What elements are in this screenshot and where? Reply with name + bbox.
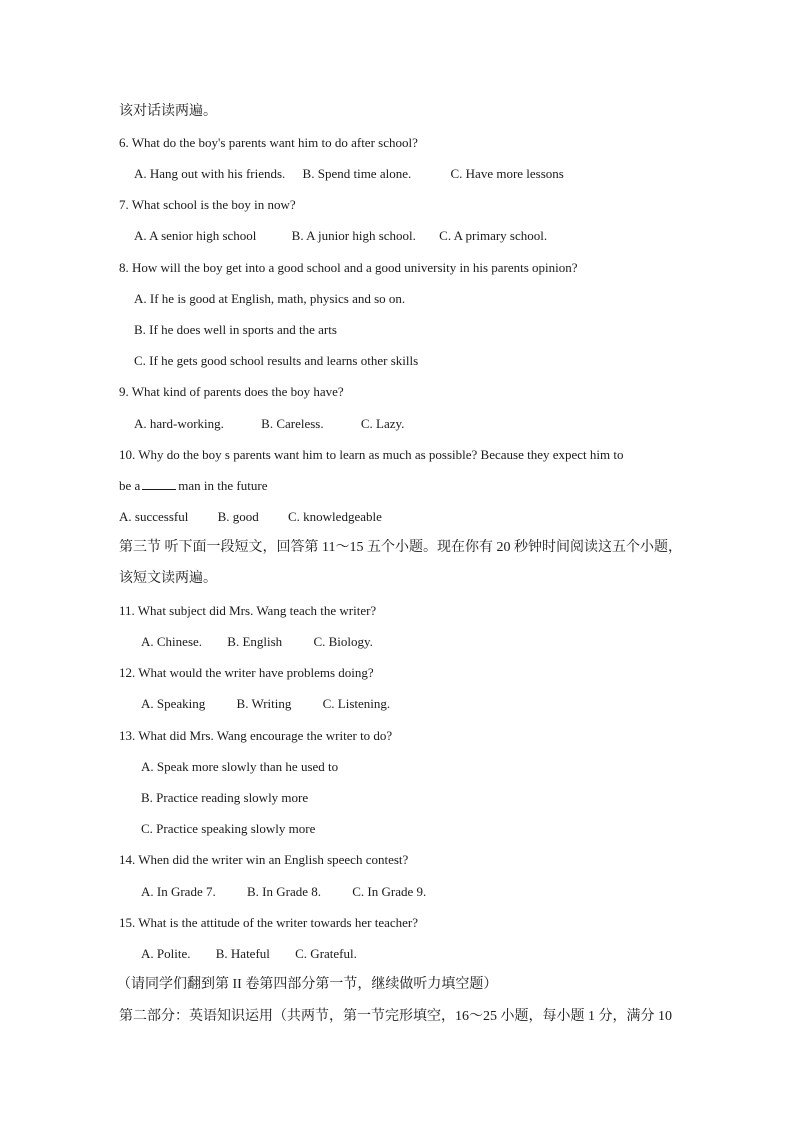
question-10-text-after-blank: man in the future	[178, 478, 268, 493]
option-b: B. A junior high school.	[291, 228, 416, 243]
question-10-text-before-blank: be a	[119, 478, 141, 493]
question-13-option-b: B. Practice reading slowly more	[141, 790, 309, 805]
question-9-options	[134, 416, 404, 432]
option-a: A. Polite.	[141, 946, 191, 961]
question-10-options	[119, 509, 382, 525]
option-b: B. Writing	[236, 696, 292, 711]
option-c: C. In Grade 9.	[352, 884, 427, 899]
question-6-options	[134, 166, 564, 182]
option-b: B. Careless.	[261, 416, 324, 431]
option-a: A. In Grade 7.	[141, 884, 216, 899]
question-8: 8. How will the boy get into a good school and a good university in his parents opinion?	[119, 260, 578, 275]
option-a: A. Hang out with his friends.	[134, 166, 286, 181]
question-7: 7. What school is the boy in now?	[119, 197, 296, 212]
option-a: A. hard-working.	[134, 416, 224, 431]
option-c: C. Biology.	[313, 634, 373, 649]
question-9: 9. What kind of parents does the boy have?	[119, 384, 344, 399]
section-instruction-continued: 该对话读两遍。	[119, 104, 217, 119]
question-8-option-a: A. If he is good at English, math, physics and so on.	[134, 291, 406, 306]
question-11: 11. What subject did Mrs. Wang teach the writer?	[119, 603, 377, 618]
option-a: A. successful	[119, 509, 189, 524]
question-10: 10. Why do the boy s parents want him to learn as much as possible? Because they expect him to	[119, 447, 624, 462]
option-c: C. knowledgeable	[288, 509, 382, 524]
question-14: 14. When did the writer win an English speech contest?	[119, 852, 409, 867]
option-b: B. Hateful	[215, 946, 270, 961]
instruction-note: （请同学们翻到第 II 卷第四部分第一节，继续做听力填空题）	[117, 977, 498, 992]
option-b: B. good	[217, 509, 259, 524]
question-8-option-c: C. If he gets good school results and learns other skills	[134, 353, 419, 368]
question-13-option-a: A. Speak more slowly than he used to	[141, 759, 339, 774]
question-15: 15. What is the attitude of the writer towards her teacher?	[119, 915, 419, 930]
option-c: C. Listening.	[322, 696, 391, 711]
option-a: A. Chinese.	[141, 634, 203, 649]
question-10-continued	[119, 478, 267, 494]
answer-blank	[142, 478, 176, 490]
option-c: C. A primary school.	[439, 228, 548, 243]
question-12: 12. What would the writer have problems doing?	[119, 665, 374, 680]
question-13: 13. What did Mrs. Wang encourage the writer to do?	[119, 728, 393, 743]
part-2-heading: 第二部分：英语知识运用（共两节，第一节完形填空，16～25 小题，每小题 1 分，满分 10	[119, 1009, 672, 1024]
option-c: C. Grateful.	[295, 946, 357, 961]
question-15-options	[141, 946, 357, 962]
question-8-option-b: B. If he does well in sports and the arts	[134, 322, 337, 337]
option-c: C. Have more lessons	[450, 166, 564, 181]
option-a: A. Speaking	[141, 696, 206, 711]
question-7-options	[134, 228, 547, 244]
option-a: A. A senior high school	[134, 228, 257, 243]
question-6: 6. What do the boy's parents want him to do after school?	[119, 135, 418, 150]
option-c: C. Lazy.	[360, 416, 405, 431]
option-b: B. Spend time alone.	[302, 166, 412, 181]
question-14-options	[141, 884, 426, 900]
option-b: B. In Grade 8.	[246, 884, 321, 899]
option-b: B. English	[227, 634, 283, 649]
question-13-option-c: C. Practice speaking slowly more	[141, 821, 316, 836]
section-3-heading-continued: 该短文读两遍。	[119, 571, 217, 586]
question-11-options	[141, 634, 373, 650]
section-3-heading: 第三节 听下面一段短文，回答第 11～15 五个小题。现在你有 20 秒钟时间阅读这五个小题，	[119, 540, 682, 555]
question-12-options	[141, 696, 390, 712]
